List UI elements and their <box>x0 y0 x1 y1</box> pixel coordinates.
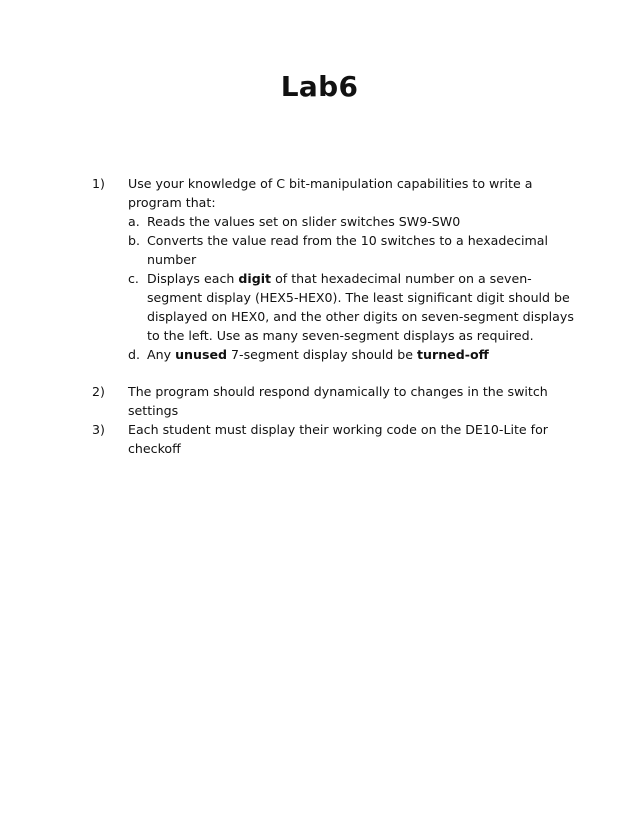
page-title: Lab6 <box>280 70 359 103</box>
subitem-bold-unused: unused <box>175 347 228 362</box>
subitem-text-pre: Displays each <box>147 271 239 286</box>
subitem-letter: b. <box>128 233 140 248</box>
list-item-1 <box>92 174 582 364</box>
subitem-text-post: of that hexadecimal number on a seven-segment display (HEX5-HEX0). The least significant digit should be displayed on HEX0, and the other digits on seven-segment displays to the left. Use as many seven-segment displays as required. <box>147 271 574 343</box>
item-text: Each student must display their working code on the DE10-Lite for checkoff <box>128 422 548 456</box>
subitem-letter: c. <box>128 271 139 286</box>
item-number: 2) <box>92 384 105 399</box>
subitem-a <box>128 212 582 231</box>
subitem-bold-turned-off: turned-off <box>417 347 489 362</box>
item-number: 1) <box>92 176 105 191</box>
subitem-text-mid: 7-segment display should be <box>227 347 418 362</box>
list-item-3 <box>92 420 582 458</box>
subitem-letter: d. <box>128 347 140 362</box>
subitem-text: Converts the value read from the 10 switches to a hexadecimal number <box>147 233 549 267</box>
subitem-letter: a. <box>128 214 140 229</box>
item-text: The program should respond dynamically to changes in the switch settings <box>128 384 548 418</box>
list-item-2 <box>92 382 582 420</box>
subitem-text: Reads the values set on slider switches SW9-SW0 <box>147 214 461 229</box>
item-intro: Use your knowledge of C bit-manipulation capabilities to write a program that: <box>128 176 533 210</box>
subitem-bold-digit: digit <box>238 271 272 286</box>
subitem-d <box>128 345 582 364</box>
subitem-text-pre: Any <box>147 347 176 362</box>
subitem-c <box>128 269 582 345</box>
subitem-b <box>128 231 582 269</box>
item-number: 3) <box>92 422 105 437</box>
